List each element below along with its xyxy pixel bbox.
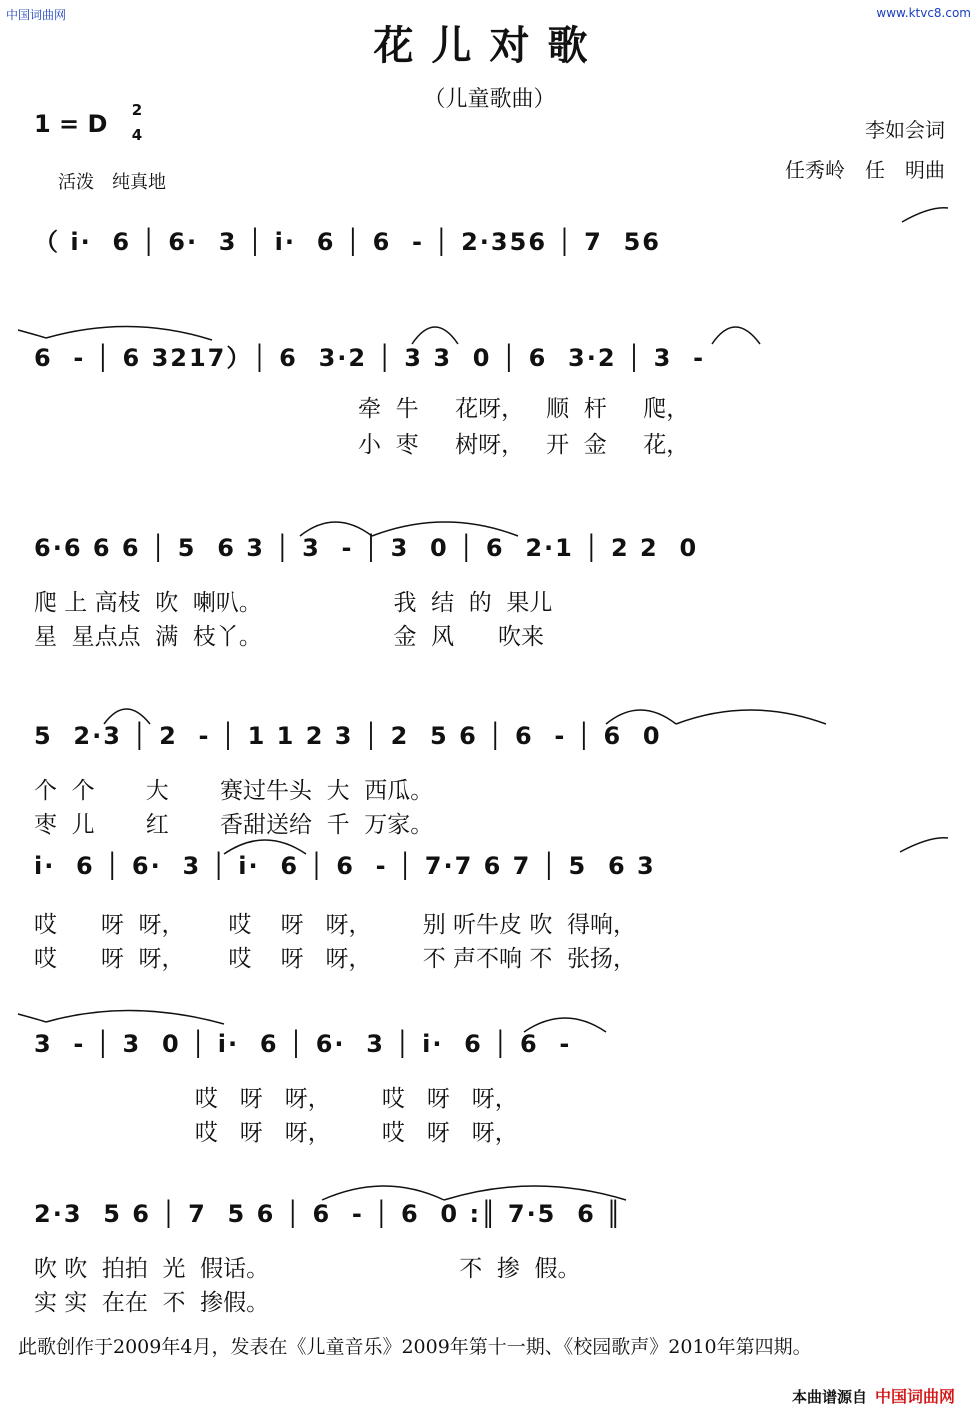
source-label: 本曲谱源自 <box>791 1388 867 1406</box>
lyric-line-2: 小 枣 树呀， 开 金 花， <box>358 432 690 458</box>
song-title: 花儿对歌 <box>373 22 606 69</box>
score-system-6 <box>0 1024 979 1074</box>
composer: 任秀岭 任 明曲 <box>785 158 945 182</box>
notation-row: 6·6 6 6 │ 5 6 3 │ 3 - │ 3 0 │ 6 2·1 │ 2 2 0 <box>34 534 699 562</box>
tempo-marking: 活泼 纯真地 <box>58 172 166 193</box>
time-signature <box>130 98 144 148</box>
notation-row: 2·3 5 6 │ 7 5 6 │ 6 - │ 6 0 :║ 7·5 6 ║ <box>34 1200 623 1228</box>
lyric-line-2: 实 实 在在 不 掺假。 <box>34 1290 270 1316</box>
notation-row: 5 2·3 │ 2 - │ 1 1 2 3 │ 2 5 6 │ 6 - │ 6 0 <box>34 722 662 750</box>
lyric-line-2: 星 星点点 满 枝丫。 金 风 吹来 <box>34 624 544 650</box>
lyric-line-1: 爬 上 高枝 吹 喇叭。 我 结 的 果儿 <box>34 590 553 616</box>
lyric-line-1: 哎 呀 呀， 哎 呀 呀， 别 听牛皮 吹 得响， <box>34 912 636 938</box>
notation-row: 6 - │ 6 3217）│ 6 3·2 │ 3 3 0 │ 6 3·2 │ 3 - <box>34 344 706 372</box>
time-signature-top: 2 <box>131 101 143 119</box>
song-subtitle: （儿童歌曲） <box>423 87 556 112</box>
lyric-line-2: 哎 呀 呀， 哎 呀 呀， <box>34 1120 518 1146</box>
score-system-4 <box>0 716 979 766</box>
lyric-line-2: 枣 儿 红 香甜送给 千 万家。 <box>34 812 434 838</box>
watermark-left[interactable]: 中国词曲网 <box>6 8 67 22</box>
score-system-2 <box>0 332 979 382</box>
slur-arc <box>46 1010 224 1024</box>
lyric-line-1: 哎 呀 呀， 哎 呀 呀， <box>34 1086 518 1112</box>
score-system-3 <box>0 528 979 578</box>
lyricist: 李如会词 <box>865 118 945 142</box>
key-signature: 1 = D <box>34 110 108 138</box>
score-system-7 <box>0 1194 979 1244</box>
notation-row: 3 - │ 3 0 │ i· 6 │ 6· 3 │ i· 6 │ 6 - <box>34 1030 572 1058</box>
source-site-link[interactable]: 中国词曲网 <box>874 1387 955 1406</box>
lyric-line-1: 个 个 大 赛过牛头 大 西瓜。 <box>34 778 434 804</box>
lyric-line-2: 哎 呀 呀， 哎 呀 呀， 不 声不响 不 张扬， <box>34 946 636 972</box>
score-system-5 <box>0 846 979 896</box>
source-credit[interactable] <box>792 1384 955 1407</box>
notation-row: i· 6 │ 6· 3 │ i· 6 │ 6 - │ 7·7 6 7 │ 5 6 3 <box>34 852 656 880</box>
lyric-line-1: 牵 牛 花呀， 顺 杆 爬， <box>358 396 690 422</box>
lyric-line-1: 吹 吹 拍拍 光 假话。 不 掺 假。 <box>34 1256 581 1282</box>
watermark-right[interactable]: www.ktvc8.com <box>876 6 971 20</box>
slur-arc <box>18 1014 46 1022</box>
notation-row: （ i· 6 │ 6· 3 │ i· 6 │ 6 - │ 2·356 │ 7 56 <box>34 228 661 256</box>
footnote: 此歌创作于2009年4月，发表在《儿童音乐》2009年第十一期、《校园歌声》2010年第四期。 <box>18 1336 812 1358</box>
score-system-1 <box>0 216 979 266</box>
time-signature-bottom: 4 <box>131 126 143 144</box>
